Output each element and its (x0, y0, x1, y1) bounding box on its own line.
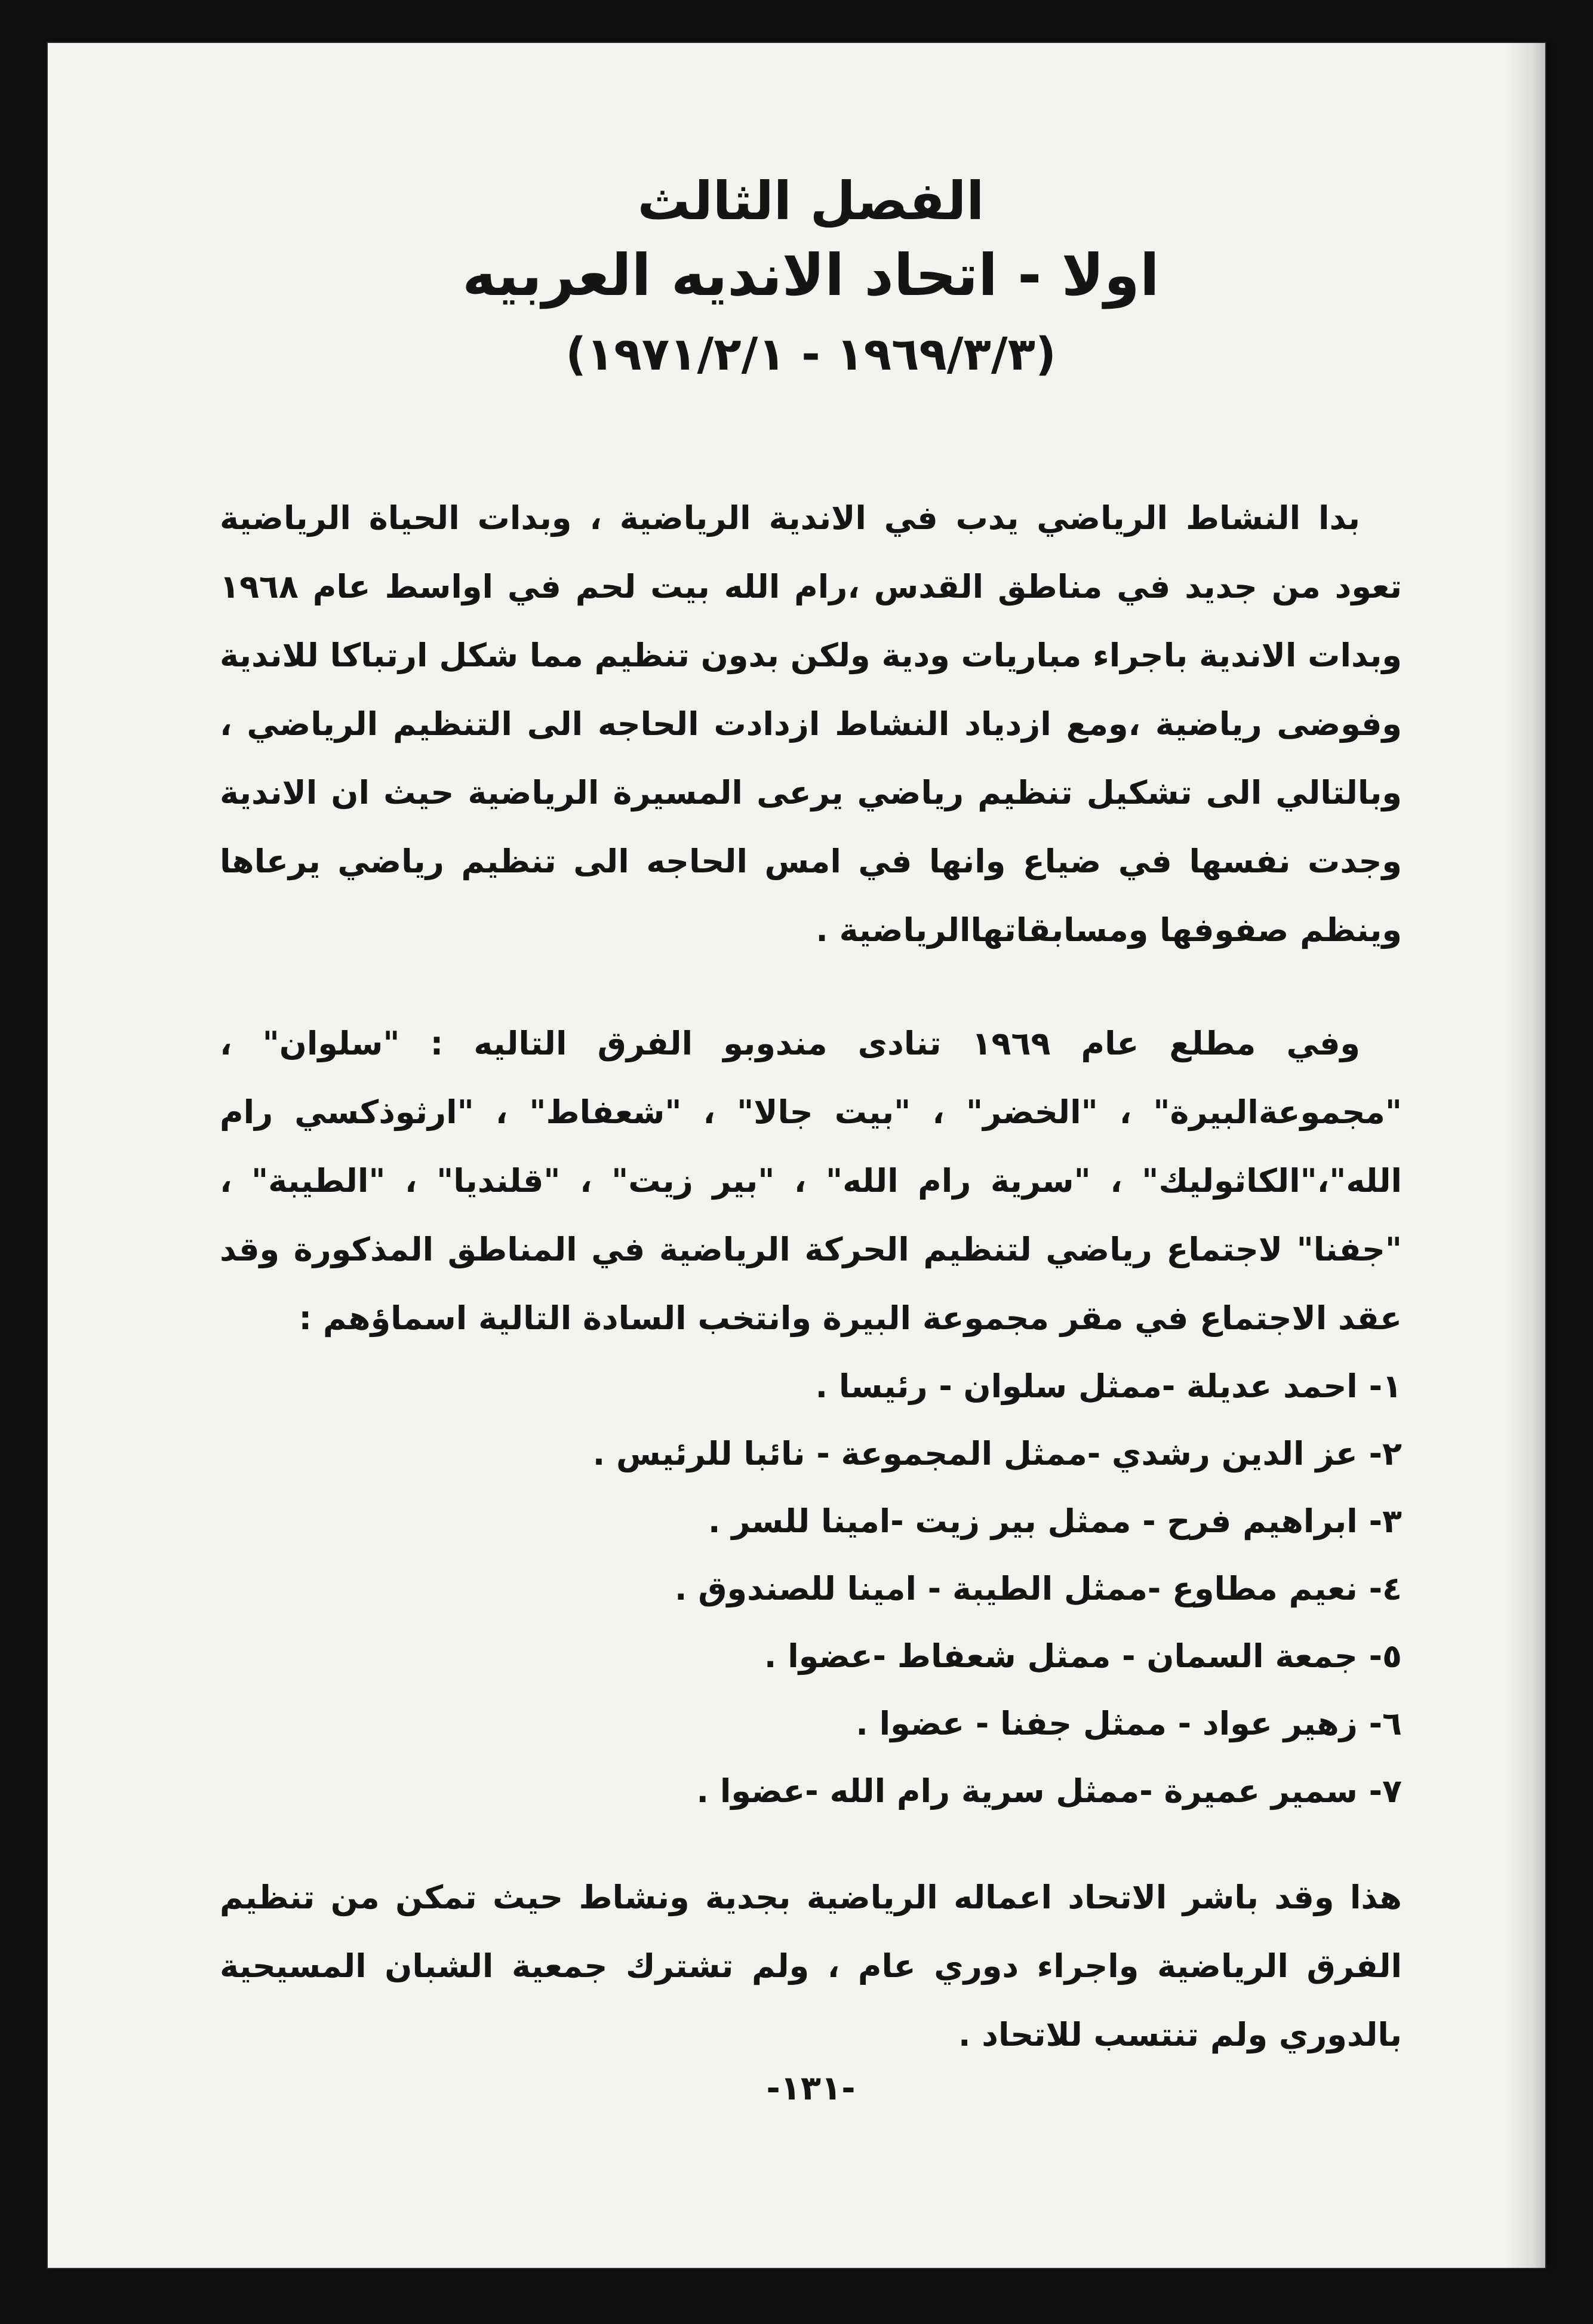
chapter-heading: الفصل الثالث (637, 170, 985, 232)
list-item: ١- احمد عديلة -ممثل سلوان - رئيسا . (815, 1367, 1402, 1405)
list-item: ٣- ابراهيم فرح - ممثل بير زيت -امينا للسر . (708, 1502, 1402, 1540)
date-range: (١٩٦٩/٣/٣ - ١٩٧١/٢/١) (565, 327, 1056, 380)
list-item: ٤- نعيم مطاوع -ممثل الطيبة - امينا للصندوق . (674, 1570, 1402, 1607)
list-item: ٧- سمير عميرة -ممثل سرية رام الله -عضوا . (696, 1772, 1402, 1810)
page-content (220, 42, 1402, 2269)
paragraph-meeting (220, 1009, 1402, 1352)
section-title: اولا - اتحاد الانديه العربيه (462, 242, 1160, 309)
paragraph-conclusion: هذا وقد باشر الاتحاد اعماله الرياضية بجدية ونشاط حيث تمكن من تنظيم الفرق الرياضية واجراء دوري عام ، ولم تشترك جمعية الشبان المسيحية بالدوري ولم تنتسب للاتحاد . (220, 1879, 1402, 2054)
list-item: ٦- زهير عواد - ممثل جفنا - عضوا . (856, 1705, 1402, 1742)
page-number: -١٣١- (766, 2069, 856, 2108)
elected-members-list (220, 1352, 1402, 1825)
page-fold-shadow (1505, 42, 1546, 2269)
paragraph-intro (220, 484, 1402, 964)
paragraph-meeting-text: وفي مطلع عام ١٩٦٩ تنادى مندوبو الفرق التاليه : "سلوان" ، "مجموعةالبيرة" ، "الخضر" ، "بيت جالا" ، "شعفاط" ، "ارثوذكسي رام الله"،"الكاثوليك" ، "سرية رام الله" ، "بير زيت" ، "قلنديا" ، "الطيبة" ، "جفنا" لاجتماع رياضي لتنظيم الحركة الرياضية في المناطق المذكورة وقد عقد الاجتماع في مقر مجموعة البيرة وانتخب السادة التالية اسماؤهم : (220, 1025, 1402, 1337)
paragraph-intro-text: بدا النشاط الرياضي يدب في الاندية الرياضية ، وبدات الحياة الرياضية تعود من جديد في مناطق القدس ،رام الله بيت لحم في اواسط عام ١٩٦٨ وبدات الاندية باجراء مباريات ودية ولكن بدون تنظيم مما شكل ارتباكا للاندية وفوضى رياضية ،ومع ازدياد النشاط ازدادت الحاجه الى التنظيم الرياضي ، وبالتالي الى تشكيل تنظيم رياضي يرعى المسيرة الرياضية حيث ان الاندية وجدت نفسها في ضياع وانها في امس الحاجه الى تنظيم رياضي يرعاها وينظم صفوفها ومسابقاتهاالرياضية . (220, 499, 1402, 949)
document-page (47, 42, 1546, 2269)
list-item: ٢- عز الدين رشدي -ممثل المجموعة - نائبا للرئيس . (592, 1435, 1402, 1473)
list-item: ٥- جمعة السمان - ممثل شعفاط -عضوا . (764, 1637, 1402, 1675)
